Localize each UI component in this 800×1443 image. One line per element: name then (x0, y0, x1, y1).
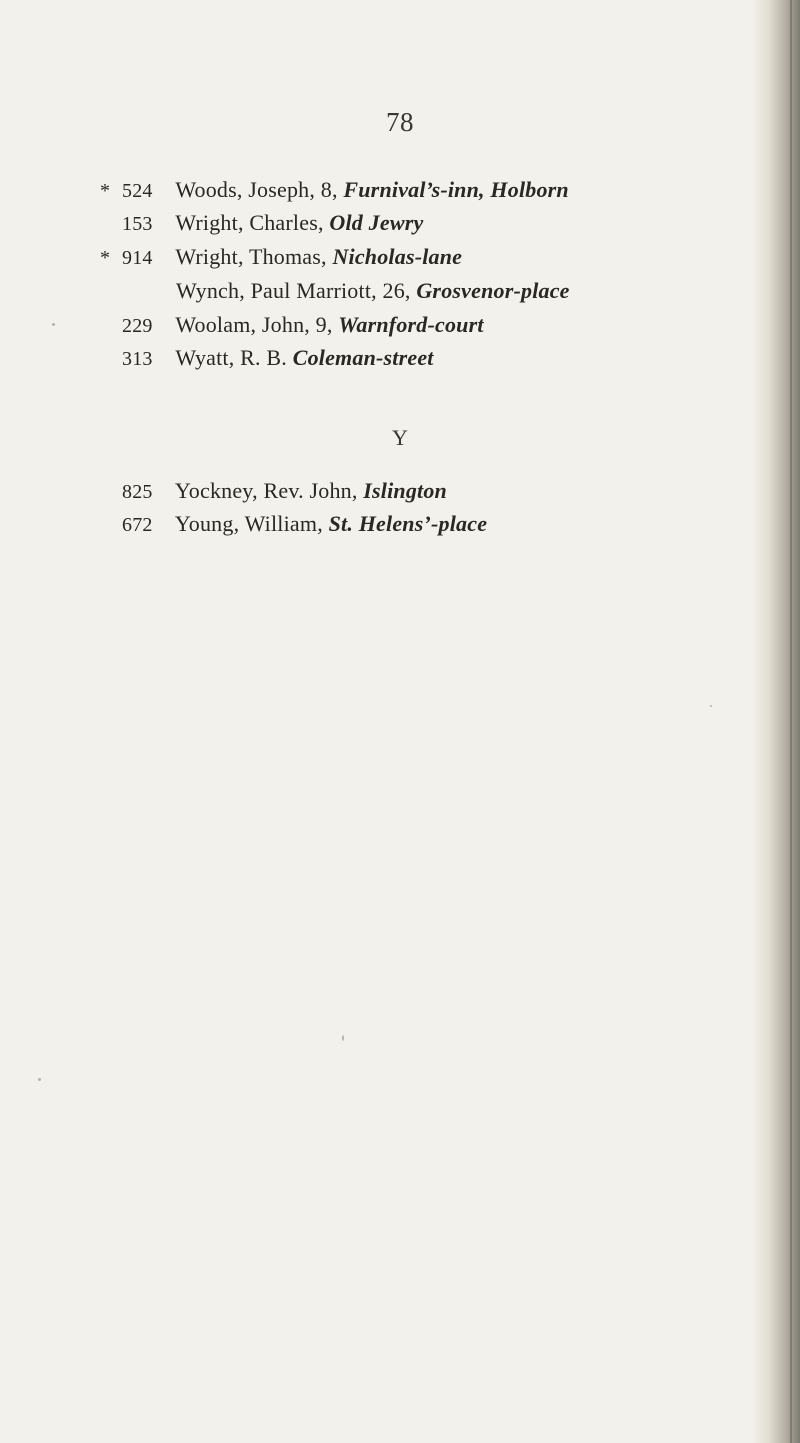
entry-place: Nicholas-lane (332, 244, 463, 269)
directory-entry (122, 312, 484, 339)
entry-name: Wright, Thomas, (175, 244, 327, 269)
page-edge-line (790, 0, 792, 1443)
directory-entry (122, 210, 423, 237)
asterisk-mark: * (100, 180, 111, 202)
page-number: 78 (386, 107, 414, 137)
section-letter-heading: Y (392, 425, 408, 450)
entry-number: 229 (122, 315, 153, 337)
entry-place: Furnival’s-inn, Holborn (343, 177, 569, 202)
entry-name: Woods, Joseph, 8, (175, 177, 338, 202)
entry-number: 914 (122, 247, 153, 269)
entry-place: Old Jewry (329, 210, 424, 235)
entry-place: St. Helens’-place (328, 511, 488, 536)
entry-place: Coleman-street (292, 345, 434, 370)
directory-entry (122, 511, 487, 538)
entry-number: 825 (122, 481, 153, 503)
directory-entry (100, 177, 569, 204)
paper-speck (710, 705, 712, 707)
entry-number: 672 (122, 514, 153, 536)
entry-place: Grosvenor-place (416, 278, 570, 303)
asterisk-mark: * (100, 247, 111, 269)
entry-name: Wright, Charles, (175, 210, 324, 235)
directory-entry (122, 478, 447, 505)
entry-place: Islington (363, 478, 447, 503)
entry-name: Young, William, (174, 511, 323, 536)
entry-name: Woolam, John, 9, (175, 312, 333, 337)
entry-number: 153 (122, 213, 153, 235)
entry-name: Wynch, Paul Marriott, 26, (176, 278, 411, 303)
entry-number: 313 (122, 348, 153, 370)
directory-entry (176, 278, 570, 304)
paper-speck (342, 1035, 344, 1041)
entry-number: 524 (122, 180, 153, 202)
entry-name: Wyatt, R. B. (175, 345, 287, 370)
paper-speck (52, 323, 55, 326)
entry-name: Yockney, Rev. John, (174, 478, 358, 503)
entry-place: Warnford-court (338, 312, 484, 337)
paper-speck (38, 1078, 41, 1081)
directory-entry (122, 345, 434, 372)
directory-entry (100, 244, 462, 271)
binding-shadow (752, 0, 800, 1443)
